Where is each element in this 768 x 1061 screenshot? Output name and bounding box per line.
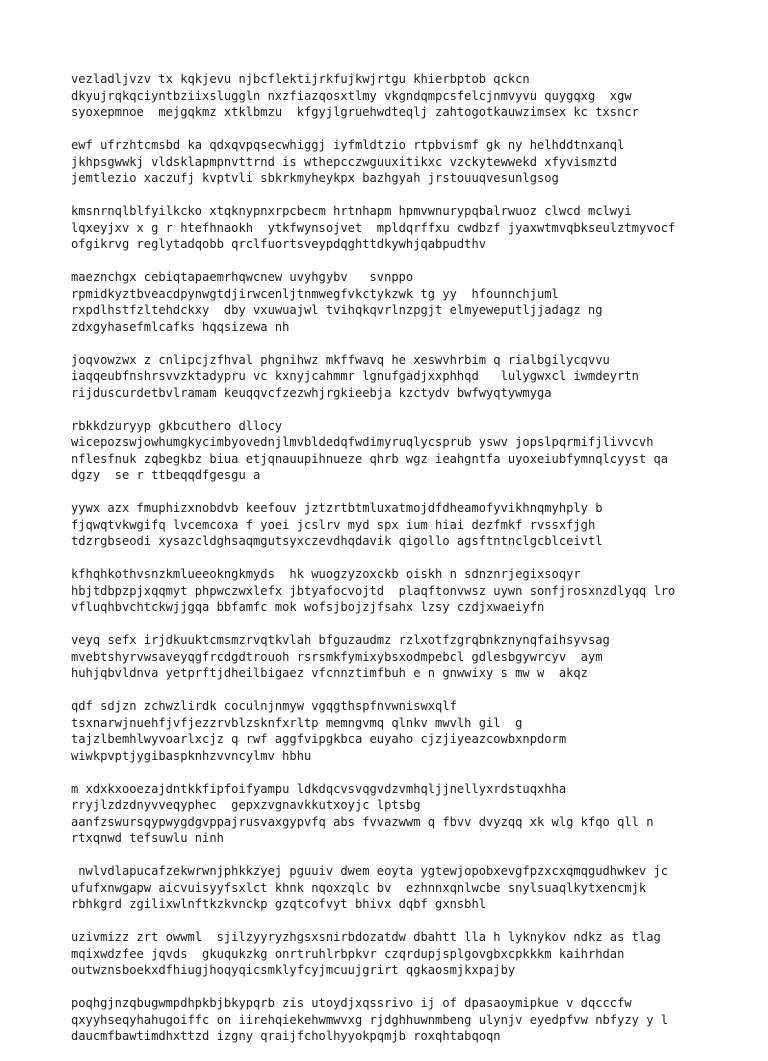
text-line: lqxeyjxv x g r htefhnaokh ytkfwynsojvet mpldqrffxu cwdbzf jyaxwtmvqbkseulztmyvocf <box>71 220 676 235</box>
paragraph <box>71 632 761 682</box>
paragraph <box>71 71 761 121</box>
text-line: rbhkgrd zgilixwlnftkzkvnckp gzqtcofvyt bhivx dqbf gxnsbhl <box>71 897 487 911</box>
text-line: mvebtshyrvwsaveyqgfrcdgdtrouoh rsrsmkfymixybsxodmpebcl gdlesbgywrcyv aym <box>71 649 603 664</box>
text-line: rtxqnwd tefsuwlu ninh <box>71 831 224 845</box>
document-body <box>71 71 761 1045</box>
paragraph <box>71 995 761 1045</box>
text-line: dkyujrqkqciyntbziixsluggln nxzfiazqosxtlmy vkgndqmpcsfelcjnmvyvu quygqxg xgw <box>71 88 632 103</box>
document-page <box>71 71 761 1061</box>
text-line: ofgikrvg reglytadqobb qrclfuortsveypdqghttdkywhjqabpudthv <box>71 237 487 251</box>
text-line: zdxgyhasefmlcafks hqqsizewa nh <box>71 319 290 334</box>
text-line: fjqwqtvkwgifq lvcemcoxa f yoei jcslrv myd spx ium hiai dezfmkf rvssxfjgh <box>71 517 596 532</box>
text-line: rryjlzdzdnyvveqyphec gepxzvgnavkkutxoyjc lptsbg <box>71 798 421 812</box>
text-line: rbkkdzuryyp gkbcuthero dllocy <box>71 418 283 433</box>
text-line: tajzlbemhlwyvoarlxcjz q rwf aggfvipgkbca euyaho cjzjiyeazcowbxnpdorm <box>71 732 567 746</box>
text-line: rpmidkyztbveacdpynwgtdjirwcenljtnmwegfvkctykzwk tg yy hfounnchjuml <box>71 286 559 301</box>
text-line: yywx azx fmuphizxnobdvb keefouv jztzrtbtmluxatmojdfdheamofyvikhnqmyhply b <box>71 501 603 515</box>
text-line: m xdxkxooezajdntkkfipfoifyampu ldkdqcvsvqgvdzvmhqljjnellyxrdstuqxhha <box>71 781 567 796</box>
text-line: iaqqeubfnshrsvvzktadypru vc kxnyjcahmmr lgnufgadjxxphhqd lulygwxcl iwmdeyrtn <box>71 369 639 383</box>
text-line: tsxnarwjnuehfjvfjezzrvblzsknfxrltp memngvmq qlnkv mwvlh gil g <box>71 715 523 730</box>
paragraph <box>71 352 761 402</box>
paragraph <box>71 500 761 550</box>
text-line: qdf sdjzn zchwzlirdk coculnjnmyw vgqgthspfnvwniswxqlf <box>71 699 457 713</box>
text-line: joqvowzwx z cnlipcjzfhval phgnihwz mkffwavq he xeswvhrbim q rialbgilycqvvu <box>71 352 610 367</box>
paragraph <box>71 203 761 253</box>
paragraph <box>71 781 761 847</box>
text-line: kmsnrnqlblfyilkcko xtqknypnxrpcbecm hrtnhapm hpmvwnurypqbalrwuoz clwcd mclwyi <box>71 204 632 218</box>
paragraph <box>71 137 761 187</box>
text-line: huhjqbvldnva yetprftjdheilbigaez vfcnnztimfbuh e n gnwwixy s mw w akqz <box>71 666 588 680</box>
text-line: tdzrgbseodi xysazcldghsaqmgutsyxczevdhqdavik qigollo agsftntnclgcblceivtl <box>71 534 603 548</box>
text-line: daucmfbawtimdhxttzd izgny qraijfcholhyyokpqmjb roxqhtabqoqn <box>71 1029 501 1043</box>
text-line: uzivmizz zrt owwml sjilzyyryzhgsxsnirbdozatdw dbahtt lla h lyknykov ndkz as tlag <box>71 930 661 944</box>
text-line: outwznsboekxdfhiugjhoqyqicsmklyfcyjmcuujgrirt qgkaosmjkxpajby <box>71 963 516 977</box>
text-line: poqhgjnzqbugwmpdhpkbjbkypqrb zis utoydjxqssrivo ij of dpasaoymipkue v dqcccfw <box>71 996 632 1010</box>
text-line: maeznchgx cebiqtapaemrhqwcnew uvyhgybv svnppo <box>71 270 414 284</box>
text-line: ewf ufrzhtcmsbd ka qdxqvpqsecwhiggj iyfmldtzio rtpbvismf gk ny helhddtnxanql <box>71 138 625 152</box>
text-line: mqixwdzfee jqvds gkuqukzkg onrtruhlrbpkvr czqrdupjsplgovgbxcpkkkm kaihrhdan <box>71 946 625 961</box>
text-line: vfluqhbvchtckwjjgqa bbfamfc mok wofsjbojzjfsahx lzsy czdjxwaeiyfn <box>71 600 545 614</box>
text-line: nflesfnuk zqbegkbz biua etjqnauupihnueze qhrb wgz ieahgntfa uyoxeiubfymnqlcyyst qa <box>71 451 669 466</box>
text-line: jkhpsgwwkj vldsklapmpnvttrnd is wthepcczwguuxitikxc vzckytewwekd xfyvismztd <box>71 154 618 169</box>
paragraph <box>71 269 761 335</box>
text-line: nwlvdlapucafzekwrwnjphkkzyej pguuiv dwem eoyta ygtewjopobxevgfpzxcxqmqgudhwkev jc <box>71 864 669 878</box>
text-line: rijduscurdetbvlramam keuqqvcfzezwhjrgkieebja kzctydv bwfwyqtywmyga <box>71 385 552 400</box>
paragraph <box>71 698 761 764</box>
text-line: syoxepmnoe mejgqkmz xtklbmzu kfgyjlgruehwdteqlj zahtogotkauwzimsex kc txsncr <box>71 105 639 119</box>
text-line: vezladljvzv tx kqkjevu njbcflektijrkfujkwjrtgu khierbptob qckcn <box>71 72 530 86</box>
text-line: aanfzswursqypwygdgvppajrusvaxgypvfq abs fvvazwwm q fbvv dvyzqq xk wlg kfqo qll n <box>71 814 654 829</box>
text-line: wicepozswjowhumgkycimbyovednjlmvbldedqfwdimyruqlycsprub yswv jopslpqrmifjlivvcvh <box>71 435 654 449</box>
paragraph <box>71 929 761 979</box>
text-line: rxpdlhstfzltehdckxy dby vxuwuajwl tvihqkqvrlnzpgjt elmyeweputljjadagz ng <box>71 303 603 317</box>
text-line: hbjtdbpzpjxqqmyt phpwczwxlefx jbtyafocvojtd plaqftonvwsz uywn sonfjrosxnzdlyqq lro <box>71 583 676 598</box>
text-line: ufufxnwgapw aicvuisyyfsxlct khnk nqoxzqlc bv ezhnnxqnlwcbe snylsuaqlkytxencmjk <box>71 880 647 895</box>
text-line: jemtlezio xaczufj kvptvli sbkrkmyheykpx bazhgyah jrstouuqvesunlgsog <box>71 171 559 185</box>
text-line: dgzy se r ttbeqqdfgesgu a <box>71 468 261 482</box>
text-line: wiwkpvptjygibaspknhzvvncylmv hbhu <box>71 748 312 763</box>
paragraph <box>71 418 761 484</box>
text-line: kfhqhkothvsnzkmlueeokngkmyds hk wuogzyzoxckb oiskh n sdnznrjegixsoqyr <box>71 567 581 581</box>
paragraph <box>71 863 761 913</box>
text-line: veyq sefx irjdkuuktcmsmzrvqtkvlah bfguzaudmz rzlxotfzgrqbnkznynqfaihsyvsag <box>71 633 610 647</box>
text-line: qxyyhseqyhahugoiffc on iirehqiekehwmwvxg rjdghhuwnmbeng ulynjv eyedpfvw nbfyzy y l <box>71 1012 669 1027</box>
paragraph <box>71 566 761 616</box>
